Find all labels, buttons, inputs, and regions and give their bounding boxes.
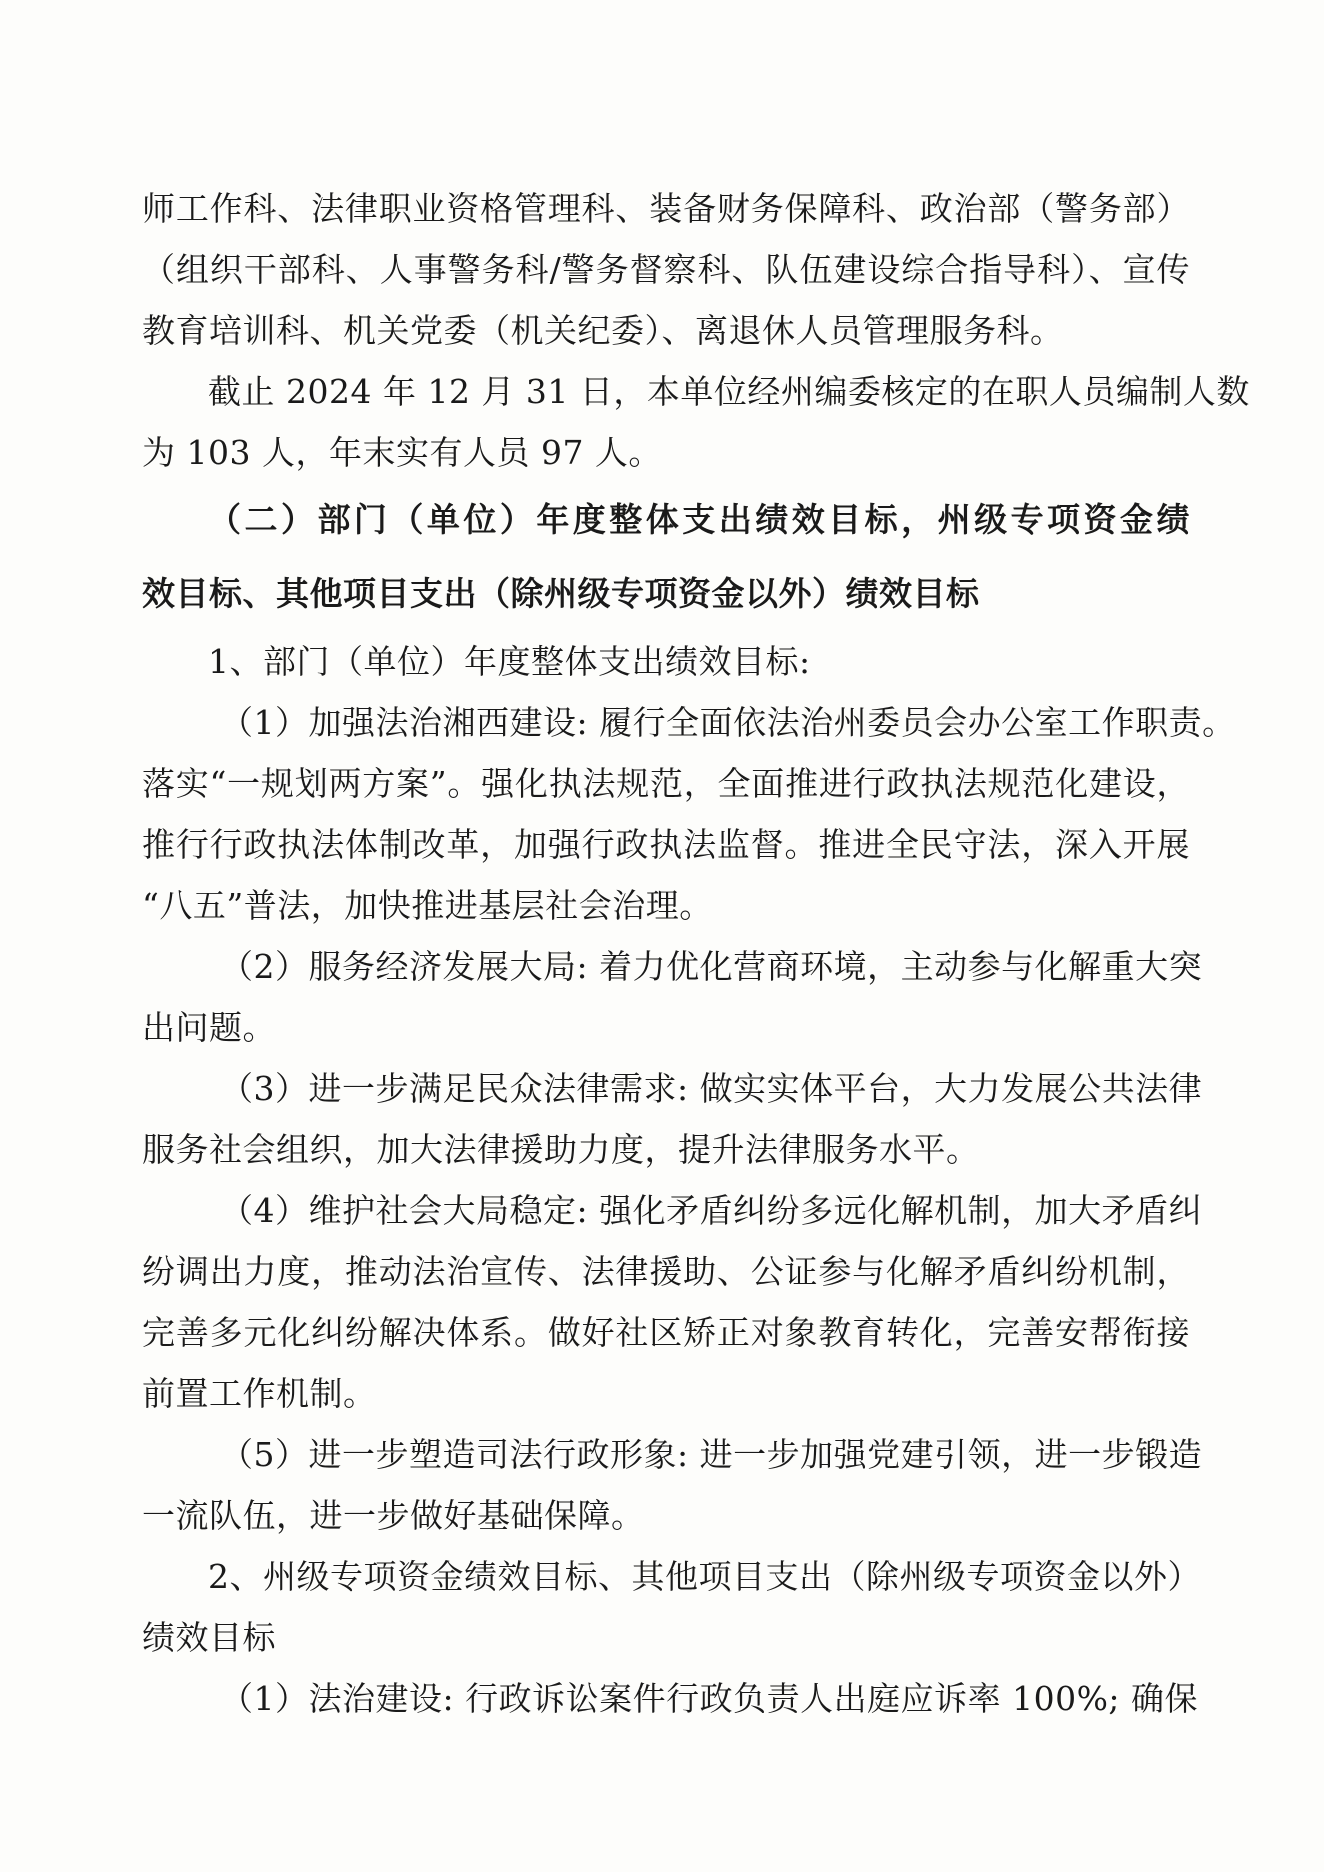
subsection-heading: 绩效目标	[142, 1618, 276, 1657]
body-line: 前置工作机制。	[142, 1374, 377, 1413]
body-line: 落实“一规划两方案”。强化执法规范，全面推进行政执法规范化建设，	[142, 764, 1190, 803]
body-line: 为 103 人，年末实有人员 97 人。	[142, 433, 662, 472]
section-heading: 效目标、其他项目支出（除州级专项资金以外）绩效目标	[142, 574, 980, 613]
body-line: 纷调出力度，推动法治宣传、法律援助、公证参与化解矛盾纠纷机制，	[142, 1252, 1190, 1291]
subsection-heading: 1、部门（单位）年度整体支出绩效目标:	[208, 642, 811, 681]
body-line: 服务社会组织，加大法律援助力度，提升法律服务水平。	[142, 1130, 980, 1169]
body-line: （2）服务经济发展大局: 着力优化营商环境，主动参与化解重大突	[220, 947, 1203, 986]
body-line: “八五”普法，加快推进基层社会治理。	[142, 886, 713, 925]
body-line: 一流队伍，进一步做好基础保障。	[142, 1496, 645, 1535]
body-line: （5）进一步塑造司法行政形象: 进一步加强党建引领，进一步锻造	[220, 1435, 1203, 1474]
body-line: （组织干部科、人事警务科/警务督察科、队伍建设综合指导科）、宣传	[142, 250, 1190, 289]
body-line: 截止 2024 年 12 月 31 日，本单位经州编委核定的在职人员编制人数	[208, 372, 1250, 411]
body-line: 出问题。	[142, 1008, 276, 1047]
section-heading: （二）部门（单位）年度整体支出绩效目标，州级专项资金绩	[208, 500, 1190, 539]
body-line: （4）维护社会大局稳定: 强化矛盾纠纷多远化解机制，加大矛盾纠	[220, 1191, 1203, 1230]
subsection-heading: 2、州级专项资金绩效目标、其他项目支出（除州级专项资金以外）	[208, 1557, 1201, 1596]
body-line: （3）进一步满足民众法律需求: 做实实体平台，大力发展公共法律	[220, 1069, 1203, 1108]
body-line: （1）加强法治湘西建设: 履行全面依法治州委员会办公室工作职责。	[220, 703, 1236, 742]
document-body	[142, 178, 1250, 1729]
body-line: 完善多元化纠纷解决体系。做好社区矫正对象教育转化，完善安帮衔接	[142, 1313, 1190, 1352]
body-line: 教育培训科、机关党委（机关纪委）、离退休人员管理服务科。	[142, 311, 1064, 350]
body-line: （1）法治建设: 行政诉讼案件行政负责人出庭应诉率 100%; 确保	[220, 1679, 1199, 1718]
body-line: 推行行政执法体制改革，加强行政执法监督。推进全民守法，深入开展	[142, 825, 1190, 864]
body-line: 师工作科、法律职业资格管理科、装备财务保障科、政治部（警务部）	[142, 189, 1190, 228]
